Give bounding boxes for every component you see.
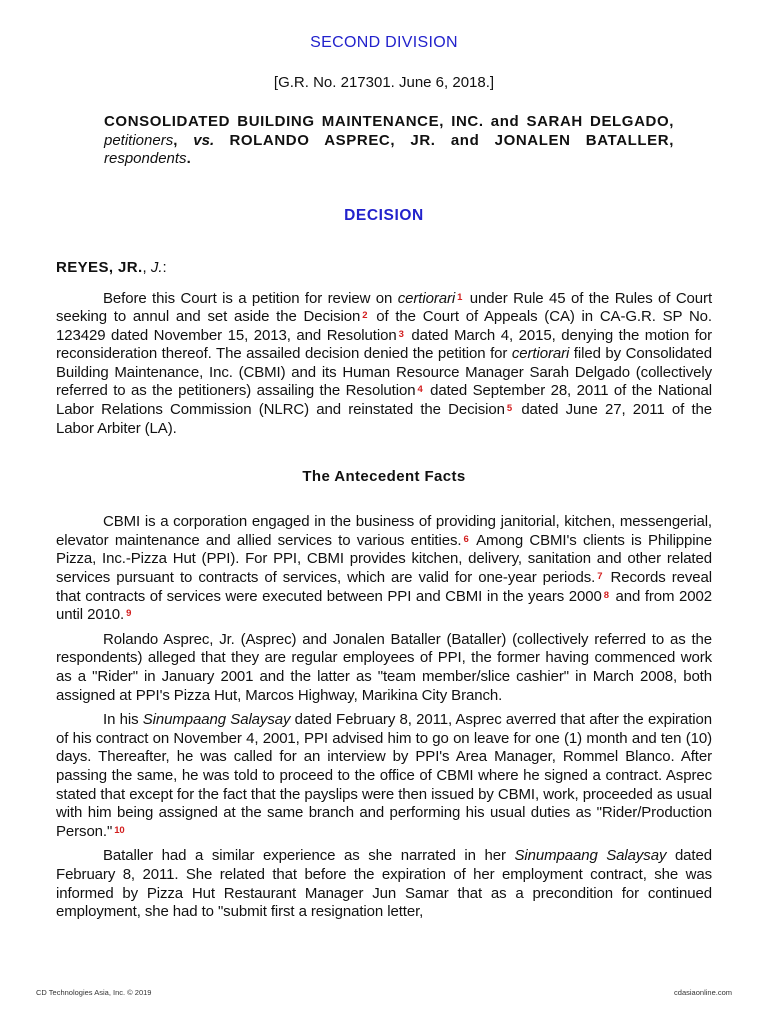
text-run: dated September 28, 2011 of the National Labor Relations Commission (NLRC) and reinstated the Decision: [56, 382, 712, 419]
footnote-link-10[interactable]: 10: [114, 824, 125, 836]
text-run: under Rule 45 of the Rules of Court seeking to annul and set aside the Decision: [56, 289, 713, 326]
paragraph-1: [56, 290, 712, 439]
footnote-link-6[interactable]: 6: [463, 533, 469, 545]
ponente-name: REYES, JR.: [56, 258, 143, 276]
footnote-link-8[interactable]: 8: [603, 589, 609, 601]
versus-label: vs.: [193, 131, 215, 149]
ponente-title: J.: [150, 258, 163, 276]
respondents-names: ROLANDO ASPREC, JR. and JONALEN BATALLER: [229, 131, 670, 149]
text-run: dated February 8, 2011, Asprec averred that after the expiration of his contract on November 4, 2001, PPI advised him to go on leave for one (1) month and ten (10) days. Thereafter, he was called for an interview by PPI's Area Manager, Rommel Blanco. After passing the same, he was told to proceed to the office of CBMI where he signed a contract. Asprec stated that except for the fact that the payslips were then issued by CBMI, work, proceeded as usual with him being assigned at the same branch and performing his usual duties as "Rider/Production Person.": [56, 711, 712, 840]
italic-term: certiorari: [511, 345, 570, 363]
footnote-link-2[interactable]: 2: [362, 310, 368, 322]
text-run: dated June 27, 2011 of the Labor Arbiter (LA).: [56, 401, 712, 437]
document-page: [56, 30, 712, 922]
ponente-line: REYES, JR., J.:: [56, 258, 167, 276]
text-run: In his: [103, 711, 143, 729]
petitioners-label: petitioners: [104, 131, 174, 149]
text-run: of the Court of Appeals (CA) in CA-G.R. SP No. 123429 dated November 15, 2013, and Resolution: [56, 308, 712, 344]
paragraph-3: [56, 631, 712, 705]
italic-term: Sinumpaang Salaysay: [142, 711, 291, 729]
text-run: Among CBMI's clients is Philippine Pizza, Inc.-Pizza Hut (PPI). For PPI, CBMI provides kitchen, delivery, sanitation and other related services pursuant to contracts of services, which are valid for one-year periods.: [56, 531, 713, 587]
footnote-link-9[interactable]: 9: [126, 608, 132, 620]
text-run: filed by Consolidated Building Maintenance, Inc. (CBMI) and its Human Resource Manager Sarah Delgado (collectively referred to as the petitioners) assailing the Resolution: [56, 345, 712, 400]
footnote-link-1[interactable]: 1: [457, 291, 463, 303]
paragraph-5: [56, 847, 712, 921]
case-caption: CONSOLIDATED BUILDING MAINTENANCE, INC. and SARAH DELGADO, petitioners, vs. ROLANDO ASPREC, JR. and JONALEN BATALLER, respondents.: [104, 113, 674, 167]
footer-copyright: CD Technologies Asia, Inc. © 2019: [36, 988, 152, 997]
respondents-label: respondents: [104, 150, 187, 167]
text-run: dated March 4, 2015, denying the motion for reconsideration thereof. The assailed decision denied the petition for: [56, 326, 713, 363]
petitioners-names: CONSOLIDATED BUILDING MAINTENANCE, INC. and SARAH DELGADO: [104, 113, 670, 130]
decision-title: DECISION: [344, 206, 424, 224]
footnote-link-3[interactable]: 3: [398, 328, 404, 340]
italic-term: certiorari: [397, 289, 456, 307]
text-run: CBMI is a corporation engaged in the business of providing janitorial, kitchen, messengerial, elevator maintenance and allied services to various entities.: [56, 513, 712, 549]
text-run: and from 2002 until 2010.: [56, 587, 712, 624]
footnote-link-4[interactable]: 4: [417, 384, 423, 396]
italic-term: Sinumpaang Salaysay: [514, 847, 667, 865]
footer-website: cdasiaonline.com: [674, 988, 732, 997]
text-run: Bataller had a similar experience as she narrated in her: [103, 847, 515, 865]
footnote-link-7[interactable]: 7: [597, 571, 603, 583]
footnote-link-5[interactable]: 5: [506, 403, 513, 415]
paragraph-2: [56, 513, 712, 625]
text-run: Before this Court is a petition for review on: [103, 289, 398, 307]
text-run: Rolando Asprec, Jr. (Asprec) and Jonalen Bataller (Bataller) (collectively referred to as the respondents) alleged that they are regular employees of PPI, the former having commenced work as a "Rider" in January 2001 and the latter as "team member/slice cashier" in March 2008, both assigned at PPI's Pizza Hut, Marcos Highway, Marikina City Branch.: [56, 630, 712, 704]
paragraph-4: [56, 711, 712, 841]
division-heading: SECOND DIVISION: [310, 34, 458, 51]
case-number: [G.R. No. 217301. June 6, 2018.]: [273, 74, 495, 91]
section-heading: The Antecedent Facts: [302, 468, 466, 486]
text-run: dated February 8, 2011. She related that before the expiration of her employment contract, she was informed by Pizza Hut Restaurant Manager Jun Samar that as a precondition for continued employment, she had to "submit first a resignation letter,: [56, 847, 712, 921]
text-run: Records reveal that contracts of services were executed between PPI and CBMI in the years 2000: [56, 569, 713, 605]
